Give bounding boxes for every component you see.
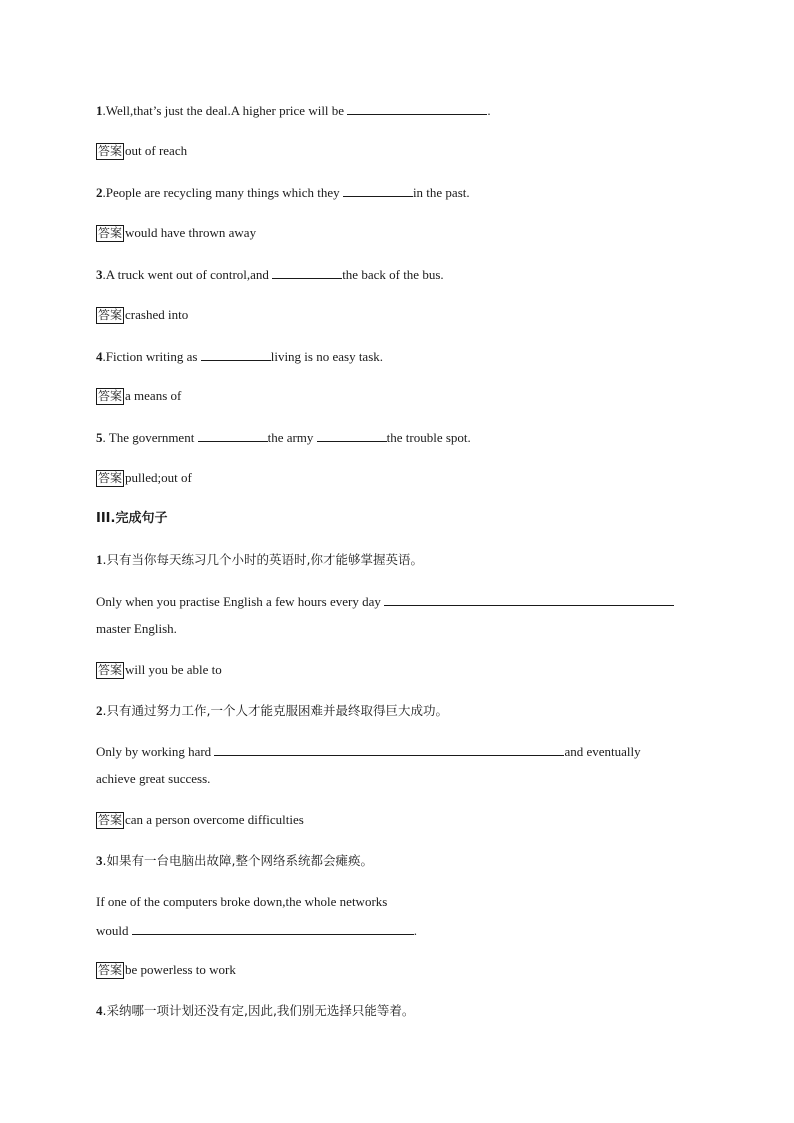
translation-1-line2: master English. bbox=[96, 621, 177, 636]
answer-text: out of reach bbox=[125, 143, 188, 158]
answer-tag: 答案 bbox=[98, 471, 123, 485]
question-text-middle: the army bbox=[267, 430, 317, 445]
answer-blank bbox=[198, 428, 268, 442]
translation-4-prompt bbox=[96, 1002, 414, 1020]
answer-blank bbox=[343, 183, 413, 197]
question-3 bbox=[96, 265, 444, 284]
answer-tag: 答案 bbox=[98, 963, 123, 977]
answer-3 bbox=[96, 306, 188, 324]
question-5 bbox=[96, 428, 471, 447]
answer-text: will you be able to bbox=[125, 662, 222, 677]
question-number: 1 bbox=[96, 103, 103, 118]
answer-text: crashed into bbox=[125, 307, 189, 322]
answer-4 bbox=[96, 387, 181, 405]
question-number: 3 bbox=[96, 267, 103, 282]
question-number: 1 bbox=[96, 552, 103, 567]
answer-tag: 答案 bbox=[98, 813, 123, 827]
answer-tag: 答案 bbox=[98, 308, 123, 322]
english-sentence: Only by working hard bbox=[96, 744, 215, 759]
question-text-end: in the past. bbox=[412, 185, 470, 200]
question-4 bbox=[96, 347, 383, 366]
answer-text: be powerless to work bbox=[125, 962, 236, 977]
question-text-end: living is no easy task. bbox=[270, 349, 384, 364]
translation-3-line1: If one of the computers broke down,the whole networks bbox=[96, 894, 388, 909]
translation-3-line2 bbox=[96, 921, 417, 940]
question-number: 3 bbox=[96, 853, 103, 868]
translation-2-line2: achieve great success. bbox=[96, 771, 211, 786]
translation-3-prompt bbox=[96, 852, 373, 870]
translation-1-prompt bbox=[96, 551, 423, 569]
question-number: 4 bbox=[96, 349, 103, 364]
translation-2-line1 bbox=[96, 742, 641, 761]
answer-blank bbox=[201, 347, 271, 361]
answer-text: would have thrown away bbox=[125, 225, 257, 240]
question-text: .People are recycling many things which they bbox=[102, 185, 343, 200]
answer-blank bbox=[132, 921, 414, 935]
question-number: 2 bbox=[96, 703, 103, 718]
answer-blank bbox=[317, 428, 387, 442]
chinese-sentence: .采纳哪一项计划还没有定,因此,我们别无选择只能等着。 bbox=[102, 1003, 415, 1018]
question-1 bbox=[96, 101, 491, 120]
answer-tag: 答案 bbox=[98, 663, 123, 677]
question-text-end: . bbox=[487, 103, 491, 118]
answer-iii-3 bbox=[96, 961, 236, 979]
answer-iii-2 bbox=[96, 811, 304, 829]
section-heading: III.完成句子 bbox=[96, 511, 168, 526]
question-text: .Fiction writing as bbox=[102, 349, 201, 364]
question-text: . The government bbox=[102, 430, 198, 445]
answer-tag: 答案 bbox=[98, 144, 123, 158]
answer-text: pulled;out of bbox=[125, 470, 192, 485]
chinese-sentence: .如果有一台电脑出故障,整个网络系统都会瘫痪。 bbox=[102, 853, 373, 868]
answer-2 bbox=[96, 224, 256, 242]
question-text-end: the trouble spot. bbox=[386, 430, 471, 445]
question-number: 5 bbox=[96, 430, 103, 445]
answer-iii-1 bbox=[96, 661, 222, 679]
chinese-sentence: .只有通过努力工作,一个人才能克服困难并最终取得巨大成功。 bbox=[102, 703, 448, 718]
english-sentence-end: . bbox=[413, 923, 417, 938]
answer-tag: 答案 bbox=[98, 389, 123, 403]
question-text: .A truck went out of control,and bbox=[102, 267, 273, 282]
question-number: 4 bbox=[96, 1003, 103, 1018]
english-sentence: Only when you practise English a few hours every day bbox=[96, 594, 385, 609]
answer-blank bbox=[347, 101, 487, 115]
english-sentence: would bbox=[96, 923, 132, 938]
answer-tag: 答案 bbox=[98, 226, 123, 240]
translation-1-line1 bbox=[96, 592, 674, 611]
translation-2-prompt bbox=[96, 702, 448, 720]
question-text: .Well,that’s just the deal.A higher price will be bbox=[102, 103, 348, 118]
answer-text: a means of bbox=[125, 388, 182, 403]
question-text-end: the back of the bus. bbox=[342, 267, 444, 282]
answer-blank bbox=[214, 742, 564, 756]
answer-5 bbox=[96, 469, 192, 487]
chinese-sentence: .只有当你每天练习几个小时的英语时,你才能够掌握英语。 bbox=[102, 552, 423, 567]
question-number: 2 bbox=[96, 185, 103, 200]
english-sentence-end: and eventually bbox=[564, 744, 641, 759]
answer-blank bbox=[272, 265, 342, 279]
answer-1 bbox=[96, 142, 187, 160]
answer-text: can a person overcome difficulties bbox=[125, 812, 304, 827]
answer-blank bbox=[384, 592, 674, 606]
question-2 bbox=[96, 183, 470, 202]
